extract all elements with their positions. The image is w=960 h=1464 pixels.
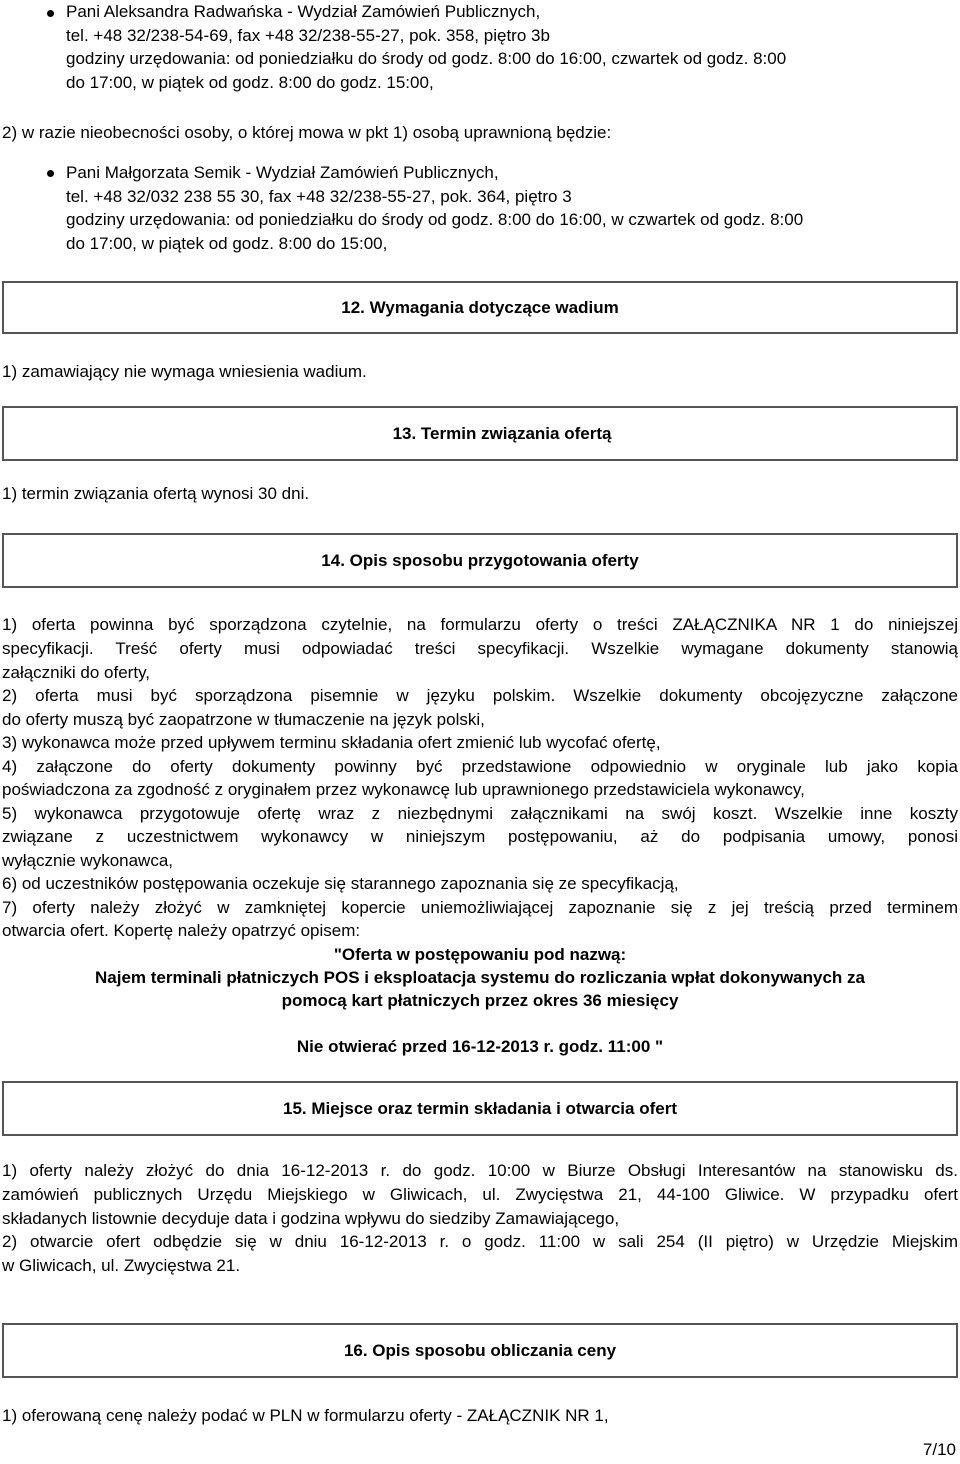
paragraph-line: do oferty muszą być zaopatrzone w tłumaczenie na język polski, (2, 710, 485, 729)
paragraph-line: związane z uczestnictwem wykonawcy w niniejszym postępowaniu, aż do podpisania umowy, ponosi (2, 827, 958, 846)
paragraph-line: poświadczona za zgodność z oryginałem przez wykonawcę lub uprawnionego przedstawiciela wykonawcy, (2, 780, 805, 799)
contact-line: do 17:00, w piątek od godz. 8:00 do godz. 15:00, (66, 72, 434, 92)
section-13-heading-box (2, 406, 958, 461)
bullet-icon (47, 170, 54, 177)
section-heading: 12. Wymagania dotyczące wadium (341, 297, 619, 317)
paragraph-line: 4) załączone do oferty dokumenty powinny być przedstawione odpowiednio w oryginale lub jako kopia (2, 757, 958, 776)
section-12-text: 1) zamawiający nie wymaga wniesienia wadium. (2, 362, 367, 381)
paragraph-line: 1) oferta powinna być sporządzona czytelnie, na formularzu oferty o treści ZAŁĄCZNIKA NR 1 do niniejszej (2, 615, 958, 634)
do-not-open-notice: Nie otwierać przed 16-12-2013 r. godz. 11:00 " (296, 1037, 664, 1056)
section-heading: 15. Miejsce oraz termin składania i otwarcia ofert (283, 1098, 677, 1118)
section-14-heading-box (2, 533, 958, 588)
section-16-heading-box (2, 1323, 958, 1378)
paragraph-line: specyfikacji. Treść oferty musi odpowiadać treści specyfikacji. Wszelkie wymagane dokumenty stanowią (2, 639, 958, 658)
contact-line: godziny urzędowania: od poniedziałku do środy od godz. 8:00 do 16:00, czwartek od godz. 8:00 (66, 49, 787, 68)
paragraph-line: otwarcia ofert. Kopertę należy opatrzyć opisem: (2, 921, 361, 940)
section-heading: 13. Termin związania ofertą (392, 423, 612, 443)
section-heading: 16. Opis sposobu obliczania ceny (343, 1340, 617, 1360)
section-12-heading-box (2, 281, 958, 334)
page-number: 7/10 (922, 1440, 956, 1459)
paragraph-line: 5) wykonawca przygotowuje ofertę wraz z niezbędnymi załącznikami na swój koszt. Wszelkie inne koszty (2, 804, 958, 823)
section-15-heading-box (2, 1081, 958, 1136)
paragraph-line: zamówień publicznych Urzędu Miejskiego w Gliwicach, ul. Zwycięstwa 21, 44-100 Gliwice. W przypadku ofert (2, 1185, 958, 1204)
contact-line: do 17:00, w piątek od godz. 8:00 do 15:00, (66, 233, 388, 253)
paragraph-line: załączniki do oferty, (2, 663, 151, 682)
paragraph-line: składanych listownie decyduje data i godzina wpływu do siedziby Zamawiającego, (2, 1209, 620, 1228)
bullet-icon (47, 10, 54, 17)
paragraph-line: 6) od uczestników postępowania oczekuje się starannego zapoznania się ze specyfikacją, (2, 874, 679, 893)
paragraph-line: 2) oferta musi być sporządzona pisemnie w języku polskim. Wszelkie dokumenty obcojęzyczne załączone (2, 686, 958, 705)
substitute-intro: 2) w razie nieobecności osoby, o której mowa w pkt 1) osobą uprawnioną będzie: (2, 123, 612, 142)
contact-line: tel. +48 32/032 238 55 30, fax +48 32/238-55-27, pok. 364, piętro 3 (66, 186, 572, 206)
paragraph-line: wyłącznie wykonawca, (2, 851, 174, 870)
envelope-line: pomocą kart płatniczych przez okres 36 miesięcy (281, 991, 679, 1010)
contact-line: Pani Małgorzata Semik - Wydział Zamówień Publicznych, (66, 163, 499, 182)
contact-line: tel. +48 32/238-54-69, fax +48 32/238-55-27, pok. 358, piętro 3b (66, 25, 550, 45)
envelope-line: "Oferta w postępowaniu pod nazwą: (333, 945, 627, 964)
paragraph-line: w Gliwicach, ul. Zwycięstwa 21. (2, 1256, 241, 1275)
contact-line: Pani Aleksandra Radwańska - Wydział Zamówień Publicznych, (66, 2, 541, 21)
contact-line: godziny urzędowania: od poniedziałku do środy od godz. 8:00 do 16:00, w czwartek od godz. 8:00 (66, 210, 804, 229)
envelope-line: Najem terminali płatniczych POS i eksploatacja systemu do rozliczania wpłat dokonywanych za (95, 968, 865, 987)
section-heading: 14. Opis sposobu przygotowania oferty (321, 550, 639, 570)
paragraph-line: 2) otwarcie ofert odbędzie się w dniu 16-12-2013 r. o godz. 11:00 w sali 254 (II piętro) w Urzędzie Miejskim (2, 1232, 958, 1251)
paragraph-line: 7) oferty należy złożyć w zamkniętej kopercie uniemożliwiającej zapoznanie się z jej treścią przed terminem (2, 898, 958, 917)
paragraph-line: 3) wykonawca może przed upływem terminu składania ofert zmienić lub wycofać ofertę, (2, 733, 661, 752)
section-16-text: 1) oferowaną cenę należy podać w PLN w formularzu oferty - ZAŁĄCZNIK NR 1, (2, 1406, 609, 1425)
section-13-text: 1) termin związania ofertą wynosi 30 dni. (2, 484, 310, 503)
paragraph-line: 1) oferty należy złożyć do dnia 16-12-2013 r. do godz. 10:00 w Biurze Obsługi Interesantów na stanowisku ds. (2, 1161, 958, 1180)
